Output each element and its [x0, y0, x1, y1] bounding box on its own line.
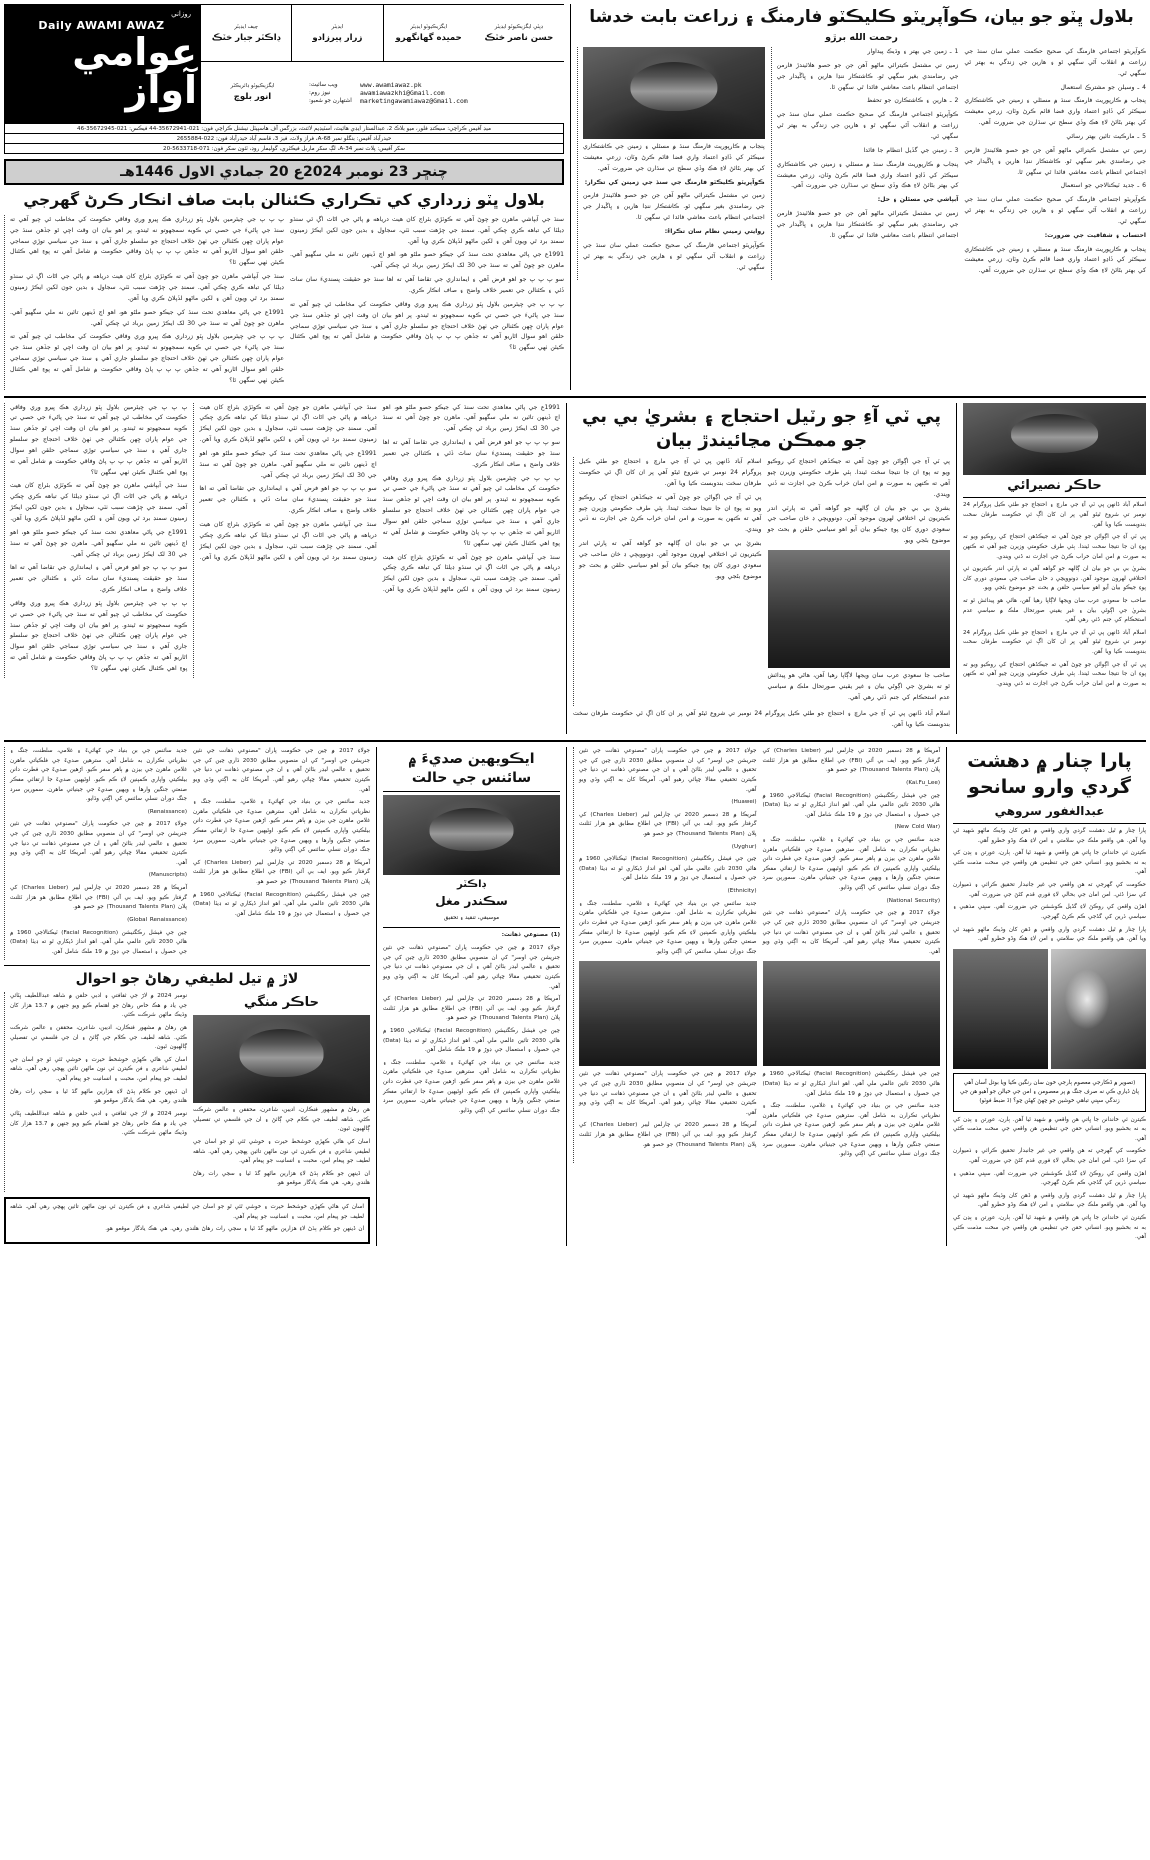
paragraph: پنجاب ۾ ڪارپوريٽ فارمنگ سنڌ ۾ مسئلي ۽ زمينن جي ڪاشتڪاري سيڪٽر کي ڏاڍو اعتماد واري فضا قائم ڪرڻ وٽان، زرعي معيشت کي بهتر بڻائڻ لاءِ هڪ وڏي سطح تي سڌارن جي ضرورت آهي. — [776, 160, 959, 190]
paragraph: جولاءِ 2017 ۾ چين جي حڪومت پاران "مصنوعي ذهانت جي نئين جنريشن جي اوسر" کي ان منصوبي مطابق 2030 ڌاري چين کي جي تحقيق ۽ عالمي ليڊر بڻائڻ آهي ۽ ان جي مصنوعي ذهانت تي دنيا جي ڪيترن تحقيقي مقالا ڇپائي رهيو آهي. آمريڪا کان به اڳتي وڌي ويو آهي. — [762, 910, 940, 955]
term: (Global Renaissance) — [127, 916, 187, 923]
lead-headline: بلاول ڀٽو زرداري کي تڪراري ڪئنالن بابت صاف انڪار ڪرڻ گهرجي — [23, 191, 545, 209]
portrait-hakir-mangi — [193, 1015, 370, 1103]
author-profile-column — [956, 403, 1146, 735]
top-left-article-region — [570, 4, 1146, 390]
paragraph: پ پ پ جي چيئرمين بلاول ڀٽو زرداري هڪ ڀيرو وري وفاقي حڪومت کي مخاطب ٿي چيو آهي ته سنڌ جي پاڻيءَ جي حصي تي ڪوبه سمجهوتو نه ٿيندو. پر اهو بيان ان وقت اچي ٿو جڏهن سنڌ جي عوام پاران ڇهن ڪئنالن جي ٺهڻ خلاف احتجاج جو سلسلو جاري آهي ۽ سنڌ جي سياسي توڙي سماجي حلقن اهو سوال اٿاريو آهي ته جڏهن پ پ پ پاڻ وفاقي حڪومت ۾ شامل آهي ته پوءِ اهي ڪئنال ڪيئن ٺهي سگهن ٿا؟ — [10, 403, 188, 476]
staff-name: ڊاڪٽر جبار خٽڪ — [211, 32, 281, 43]
paragraph: صاحب جا سعودي عرب سان ويجها لاڳاپا رهيا آهن، هاڻي هو پيدائش ٿو ته بشريٰ جي اڳوڻي بيان ۽ غير يقيني صورتحال ملڪ ۾ سياسي عدم استحڪام کي جنم ڏئي رهي آهي. — [767, 671, 950, 701]
pti-col-1 — [573, 457, 762, 706]
paragraph: زمين تي مشتمل ڪيترائي ماڻهو آهن جن جو حصو هلائيندڙ فارمن جي رضامندي بغير سگهي ٿو. ڪاشتڪار ننڍا هارين ۽ ڀاڱيدار جي اجتماعي انتظام باعث معاشي فائدا ٿي سگهن ٿا. — [964, 146, 1147, 176]
paragraph: جولاءِ 2017 ۾ چين جي حڪومت پاران "مصنوعي ذهانت جي نئين جنريشن جي اوسر" کي ان منصوبي مطابق 2030 ڌاري چين کي جي تحقيق ۽ عالمي ليڊر بڻائڻ آهي ۽ ان جي مصنوعي ذهانت تي دنيا جي ڪيترن تحقيقي مقالا ڇپائي رهيو آهي. آمريڪا کان به اڳتي وڌي ويو آهي. — [579, 748, 757, 793]
sub-head: احتساب ۽ شفافيت جي ضرورت: — [1044, 231, 1147, 239]
paragraph: اهڙن واقعن کي روڪڻ لاءِ گڏيل ڪوششن جي ضرورت آهي. سڀني مذهبي ۽ سياسي ڌرين کي گڏجي ڪم ڪرڻ گهرجي. — [953, 1170, 1146, 1187]
paragraph: جولاءِ 2017 ۾ چين جي حڪومت پاران "مصنوعي ذهانت جي نئين جنريشن جي اوسر" کي ان منصوبي مطابق 2030 ڌاري چين کي جي تحقيق ۽ عالمي ليڊر بڻائڻ آهي ۽ ان جي مصنوعي ذهانت تي دنيا جي ڪيترن تحقيقي مقالا ڇپائي رهيو آهي. آمريڪا کان به اڳتي وڌي ويو آهي. — [579, 1071, 757, 1116]
parachinar-headline: پارا چنار ۾ دهشت گردي وارو سانحو — [967, 750, 1132, 798]
paragraph: آمريڪا ۾ 28 ڊسمبر 2020 تي چارلس ليبر (Charles Lieber) کي گرفتار ڪيو ويو. ايف بي آئي (FBI) جي اطلاع مطابق هو هزار ٽئلنٽ پلان (Thousand Talents Plan) جو حصو هو. — [193, 859, 371, 886]
paragraph: جديد سائنس جي بن بنياد جي کهائيءَ ۽ غلامي، سلطنت، جنگ ۽ نظرياتي تڪرارن به شامل آهن. سترهين صديءَ جي فلڪياتي ماهرن غلامن ماهرن جي بيزن ۾ ٻاهر سفر ڪيو. اڙهين صديءَ جي فطرت دانن بيلڪيتي واپاري ڪمپنين لاءِ ڪم ڪيو. اوڻيهين صديءَ جا ارتقائي مفڪر صنعتي جنگين وارها ۽ ويهين صديءَ جي جينياتي ماهرن. سمورين سرد جنگ دوران نسلي سائنس کي اڳتي وڌايو. — [762, 837, 940, 892]
right-bottom-region — [4, 747, 376, 1246]
photo-caption: (تصوير ۾ ڏڪارجي معصوم ٻارجي خون سان رنگين ڪيا ويا بوتل آسان آهي پاڻ ڏياري ڪي نه صرف جنگ ۾ پر معصومن ۽ امن جي خيالن جو آهيو هن جي زندگي سڀني تباهي خوشين جو ڇهڻ کهڻن ڇو؟ (ڏ ضبط فوٽو) — [960, 1079, 1139, 1104]
term: (National Security) — [886, 897, 940, 904]
author-name: حاڪر نصيرائي — [1007, 477, 1102, 493]
paragraph: ڪيترن ئي خاندانن جا ڀاتي هن واقعي ۾ شهيد ٿيا آهن. ٻارن، عورتن ۽ ٻڍن کي به نه بخشيو ويو. انساني حقن جي تنظيمن هن واقعي جي سخت مذمت ڪئي آهي. — [953, 850, 1146, 876]
paragraph: زمين تي مشتمل ڪيترائي ماڻهو آهن جن جو حصو هلائيندڙ فارمن جي رضامندي بغير سگهي ٿو. ڪاشتڪار ننڍا هارين ۽ ڀاڱيدار جي اجتماعي انتظام باعث معاشي فائدا ٿي سگهن ٿا. — [583, 192, 765, 222]
paragraph: پ پ پ جي چيئرمين بلاول ڀٽو زرداري هڪ ڀيرو وري وفاقي حڪومت کي مخاطب ٿي چيو آهي ته سنڌ جي پاڻيءَ جي حصي تي ڪوبه سمجهوتو نه ٿيندو. پر اهو بيان ان وقت اچي ٿو جڏهن سنڌ جي عوام پاران ڇهن ڪئنالن جي ٺهڻ خلاف احتجاج جو سلسلو جاري آهي ۽ سنڌ جي سياسي توڙي سماجي حلقن اهو سوال اٿاريو آهي ته جڏهن پ پ پ پاڻ وفاقي حڪومت ۾ شامل آهي ته پوءِ اهي ڪئنال ڪيئن ٺهي سگهن ٿا؟ — [10, 333, 284, 384]
parachinar-author: عبدالغفور سروهي — [994, 804, 1105, 819]
bottles-photo — [953, 949, 1048, 1069]
contact-website[interactable] — [309, 81, 559, 89]
paragraph: اسان کي هاڻي ڪهڙي خوشخط حيرت ۽ خوشي ٿئي ٿو جو اسان جي لطيفي شاعري ۽ فن ڪيترن ئي نون ماڻهن تائين پهچي رهي آهي. شاهه لطيف جو پيغام امن، محبت ۽ انسانيت جو پيغام آهي. — [10, 1056, 187, 1083]
staff-editor — [291, 5, 382, 61]
staff-masthead-box — [199, 4, 564, 124]
paragraph: ڪيترن ئي خاندانن جا ڀاتي هن واقعي ۾ شهيد ٿيا آهن. ٻارن، عورتن ۽ ٻڍن کي به نه بخشيو ويو. انساني حقن جي تنظيمن هن واقعي جي سخت مذمت ڪئي آهي. — [953, 1116, 1146, 1142]
term: (New Cold War) — [894, 824, 940, 831]
right-bottom-col-1 — [4, 747, 187, 960]
paragraph: آمريڪا ۾ 28 ڊسمبر 2020 تي چارلس ليبر (Charles Lieber) کي گرفتار ڪيو ويو. ايف بي آئي (FBI) جي اطلاع مطابق هو هزار ٽئلنٽ پلان (Thousand Talents Plan) جو حصو هو. — [10, 885, 188, 911]
contact-label: اشتهارن جو شعبو: — [309, 97, 352, 104]
paragraph: چين جي فيشل رڪگنيشن (Facial Recognition) ٽيڪنالاجي 1960 ۾ هاڻي 2030 تائين عالمي ملي آهي. اهو انداز ڏيکاري ٿو ته ڊيٽا (Data) جي حصول ۽ استعمال جي ڊوڙ ۾ 19 ملڪ شامل آهن. — [762, 1071, 940, 1097]
china-col-2 — [763, 747, 941, 1163]
logo-sindhi-text: عوامي آواز — [72, 30, 197, 112]
paragraph: چين جي فيشل رڪگنيشن (Facial Recognition) ٽيڪنالاجي 1960 ۾ هاڻي 2030 تائين عالمي ملي آهي. اهو انداز ڏيکاري ٿو ته ڊيٽا (Data) جي حصول ۽ استعمال جي ڊوڙ ۾ 19 ملڪ شامل آهن. — [579, 856, 757, 882]
staff-name: حميده گهانگهرو — [395, 32, 462, 43]
term: (Manuscripts) — [148, 872, 187, 879]
paragraph: جولاءِ 2017 ۾ چين جي حڪومت پاران "مصنوعي ذهانت جي نئين جنريشن جي اوسر" کي ان منصوبي مطابق 2030 ڌاري چين کي جي تحقيق ۽ عالمي ليڊر بڻائڻ آهي ۽ ان جي مصنوعي ذهانت تي دنيا جي ڪيترن تحقيقي مقالا ڇپائي رهيو آهي. آمريڪا کان به اڳتي وڌي ويو آهي. — [383, 945, 560, 990]
scene-photo-2 — [763, 961, 941, 1066]
paragraph: پي ٽي آءِ جي اڳواڻن جو چوڻ آهي ته جيڪڏهن احتجاج کي روڪيو ويو ته پوءِ ان جا نتيجا سخت ٿيندا. ٻئي طرف حڪومتي وزيرن چيو آهي ته ڪنهن به صورت ۾ امن امان خراب ڪرڻ جي اجازت نه ڏني ويندي. — [579, 493, 762, 534]
right-bottom-col-2 — [193, 747, 370, 960]
top-left-byline: رحمت الله برڙو — [825, 32, 898, 44]
lead-col-1 — [4, 215, 284, 390]
contact-label: ويب سائيٽ: — [309, 81, 338, 88]
paragraph: چين جي فيشل رڪگنيشن (Facial Recognition) ٽيڪنالاجي 1960 ۾ هاڻي 2030 تائين عالمي ملي آهي. اهو انداز ڏيکاري ٿو ته ڊيٽا (Data) جي حصول ۽ استعمال جي ڊوڙ ۾ 19 ملڪ شامل آهن. — [193, 891, 370, 917]
paragraph: حڪومت کي گهرجي ته هن واقعي جي غير جانبدار تحقيق ڪرائي ۽ ذميوارن کي سزا ڏئي. امن امان جي بحالي لاءِ فوري قدم کڻڻ جي ضرورت آهي. — [953, 1148, 1146, 1164]
ai-author-line: موسيقي، تنقيد ۽ تحقيق — [443, 914, 500, 921]
portrait-bilawal-photo — [583, 47, 765, 139]
paragraph: پ پ پ جي چيئرمين بلاول ڀٽو زرداري هڪ ڀيرو وري وفاقي حڪومت کي مخاطب ٿي چيو آهي ته سنڌ جي پاڻيءَ جي حصي تي ڪوبه سمجهوتو نه ٿيندو. پر اهو بيان ان وقت اچي ٿو جڏهن سنڌ جي عوام پاران ڇهن ڪئنالن جي ٺهڻ خلاف احتجاج جو سلسلو جاري آهي ۽ سنڌ جي سياسي توڙي سماجي حلقن اهو سوال اٿاريو آهي ته جڏهن پ پ پ پاڻ وفاقي حڪومت ۾ شامل آهي ته پوءِ اهي ڪئنال ڪيئن ٺهي سگهن ٿا؟ — [10, 215, 284, 267]
paragraph: بشريٰ بي بي جو بيان ان ڳالهه جو گواهه آهي ته پارٽي اندر ڪيتريون ئي اختلافي لهرون موجود آهن. ڊونوويچي ڊ خان صاحب جي سعودي دوري کان پوءِ جيڪو بيان آيو اهو سياسي حلقن ۾ بحث جو موضوع بڻجي ويو. — [579, 540, 762, 580]
paragraph: ڪوآپريٽو اجتماعي فارمنگ کي صحيح حڪمت عملي سان سنڌ جي زراعت ۾ انقلاب آڻي سگهي ٿو ۽ هارين جي زندگي به بهتر ٿي سگهي ٿي. — [776, 111, 959, 140]
paragraph: اسان کي هاڻي ڪهڙي خوشخط حيرت ۽ خوشي ٿئي ٿو جو اسان جي لطيفي شاعري ۽ فن ڪيترن ئي نون ماڻهن تائين پهچي رهي آهي. شاهه لطيف جو پيغام امن، محبت ۽ انسانيت جو پيغام آهي. — [10, 1203, 364, 1220]
paragraph: آمريڪا ۾ 28 ڊسمبر 2020 تي چارلس ليبر (Charles Lieber) کي گرفتار ڪيو ويو. ايف بي آئي (FBI) جي اطلاع مطابق هو هزار ٽئلنٽ پلان (Thousand Talents Plan) جو حصو هو. — [762, 748, 941, 774]
paragraph: سنڌ جي آبپاشي ماهرن جو چوڻ آهي ته ڪوٽڙي بئراج کان هيٺ درياهه ۾ پاڻي جي اڻاٺ اڳ ئي سنڌو ڊيلٽا کي تباهه ڪري چڪي آهي. سمنڊ جي چڙهت سبب ٺٽي، سجاول ۽ بدين جون لکين ايڪڙ زمينون سمنڊ برد ٿي ويون آهن ۽ لکين ماڻهو لڏپلاڻ ڪري ويا آهن. — [290, 215, 564, 245]
paragraph: سنڌ جي آبپاشي ماهرن جو چوڻ آهي ته ڪوٽڙي بئراج کان هيٺ درياهه ۾ پاڻي جي اڻاٺ اڳ ئي سنڌو ڊيلٽا کي تباهه ڪري چڪي آهي. سمنڊ جي چڙهت سبب ٺٽي، سجاول ۽ بدين جون لکين ايڪڙ زمينون سمنڊ برد ٿي ويون آهن ۽ لکين ماڻهو لڏپلاڻ ڪري ويا آهن. — [10, 482, 188, 523]
crowd-scene-photo — [579, 961, 757, 1066]
lead-cont-col-2 — [193, 403, 376, 678]
top-left-col-2 — [771, 47, 959, 280]
sub-point: 4 ـ وسيلن جو مشترڪ استعمال — [1060, 83, 1147, 91]
section-divider-2 — [4, 740, 1146, 742]
parachinar-region — [946, 747, 1146, 1246]
paragraph: سو پ پ پ جو اهو فرض آهي ۽ ايمانداري جي تقاضا آهي ته اها سنڌ جو حقيقت پسنديءَ سان ساٿ ڏئي ۽ ڪئنالن جي تعمير خلاف واضح ۽ صاف انڪار ڪري. — [199, 485, 377, 515]
lead-continuation-region — [4, 403, 566, 735]
press-conference-photo — [768, 550, 951, 668]
paragraph: اسلام آباد ڏانهن پي ٽي آءِ جي مارچ ۽ احتجاج جو طئي ڪيل پروگرام 24 نومبر تي شروع ٿيڻو آهي پر ان کان اڳ ئي حڪومت طرفان سخت بندوبست ڪيا ويا آهن. — [573, 710, 950, 729]
staff-name: انور بلوچ — [233, 92, 272, 102]
sub-point: 6 ـ جديد ٽيڪنالاجي جو استعمال — [1060, 182, 1147, 190]
paragraph: جديد سائنس جي بن بنياد جي کهائيءَ ۽ غلامي، سلطنت، جنگ ۽ نظرياتي تڪرارن به شامل آهن. سترهين صديءَ جي فلڪياتي ماهرن غلامن ماهرن جي بيزن ۾ ٻاهر سفر ڪيو. اڙهين صديءَ جي فطرت دانن بيلڪيتي واپاري ڪمپنين لاءِ ڪم ڪيو. اوڻيهين صديءَ جا ارتقائي مفڪر صنعتي جنگين وارها ۽ ويهين صديءَ جي جينياتي ماهرن. سمورين سرد جنگ دوران نسلي سائنس کي اڳتي وڌايو. — [762, 1103, 940, 1158]
paragraph: چين جي فيشل رڪگنيشن (Facial Recognition) ٽيڪنالاجي 1960 ۾ هاڻي 2030 تائين عالمي ملي آهي. اهو انداز ڏيکاري ٿو ته ڊيٽا (Data) جي حصول ۽ استعمال جي ڊوڙ ۾ 19 ملڪ شامل آهن. — [383, 1027, 560, 1054]
paragraph: ڪوآپريٽو اجتماعي فارمنگ کي صحيح حڪمت عملي سان سنڌ جي زراعت ۾ انقلاب آڻي سگهي ٿو ۽ هارين جي زندگي به بهتر ٿي سگهي ٿي. — [964, 48, 1147, 77]
staff-name: زرار پيرزادو — [312, 32, 363, 43]
paragraph: اهڙن واقعن کي روڪڻ لاءِ گڏيل ڪوششن جي ضرورت آهي. سڀني مذهبي ۽ سياسي ڌرين کي گڏجي ڪم ڪرڻ گهرجي. — [953, 904, 1146, 920]
paragraph: 1991ع جي پاڻي معاهدي تحت سنڌ کي جيڪو حصو ملڻو هو، اهو اڄ ڏينهن تائين نه ملي سگهيو آهي. ماهرن جو چوڻ آهي ته سنڌ جي 30 لک ايڪڙ زمين برباد ٿي چڪي آهي. — [199, 449, 377, 479]
section-divider-1 — [4, 396, 1146, 398]
term: (Huawei) — [731, 799, 757, 806]
paragraph: جولاءِ 2017 ۾ چين جي حڪومت پاران "مصنوعي ذهانت جي نئين جنريشن جي اوسر" کي ان منصوبي مطابق 2030 ڌاري چين کي جي تحقيق ۽ عالمي ليڊر بڻائڻ آهي ۽ ان جي مصنوعي ذهانت تي دنيا جي ڪيترن تحقيقي مقالا ڇپائي رهيو آهي. آمريڪا کان به اڳتي وڌي ويو آهي. — [10, 821, 187, 866]
paragraph: صاحب جا سعودي عرب سان ويجها لاڳاپا رهيا آهن، هاڻي هو پيدائش ٿو ته بشريٰ جي اڳوڻي بيان ۽ غير يقيني صورتحال ملڪ ۾ سياسي عدم استحڪام کي جنم ڏئي رهي آهي. — [963, 597, 1146, 624]
masthead-region — [4, 4, 570, 390]
sub-point: 2 ـ هارين ۽ ڪاشتڪارن جو تحفظ — [867, 97, 959, 105]
staff-role: ڊپٽي ايگزيڪيوٽو ايڊيٽر — [494, 23, 544, 30]
sub-head: روايتي زميني نظام سان تڪراءُ: — [664, 228, 765, 235]
staff-row-editors — [200, 5, 564, 61]
office-karachi: ميڊ آفيس ڪراچي: سيڪنڊ فلور، ميو بلاڪ 2، عبدالستار ايڊي هائيٽ، اسٽيڊيم لائنٽ، بزرگس آف هاسپيٽل نيشنل ڪراچي فون: 021-35672941-44 فيڪس: 021-35672945-46 — [5, 124, 563, 134]
sub-head: ڪوآپريٽو ڪليڪٽو فارمنگ جي سنڌ جي زمينن کي تڪرار: — [584, 178, 765, 186]
latif-col-2 — [193, 992, 370, 1192]
staff-role: ايگزيڪيوٽو ايڊيٽر — [410, 23, 448, 30]
staff-deputy-executive-editor — [474, 5, 564, 61]
paragraph: حڪومت کي گهرجي ته هن واقعي جي غير جانبدار تحقيق ڪرائي ۽ ذميوارن کي سزا ڏئي. امن امان جي بحالي لاءِ فوري قدم کڻڻ جي ضرورت آهي. — [953, 882, 1146, 898]
paragraph: سنڌ جي آبپاشي ماهرن جو چوڻ آهي ته ڪوٽڙي بئراج کان هيٺ درياهه ۾ پاڻي جي اڻاٺ اڳ ئي سنڌو ڊيلٽا کي تباهه ڪري چڪي آهي. سمنڊ جي چڙهت سبب ٺٽي، سجاول ۽ بدين جون لکين ايڪڙ زمينون سمنڊ برد ٿي ويون آهن ۽ لکين ماڻهو لڏپلاڻ ڪري ويا آهن. — [382, 553, 560, 594]
contact-value: www.awamiawaz.pk — [360, 80, 422, 89]
term: (Ethnicity) — [727, 888, 757, 895]
office-sukkur: سکر آفيس: پلاٽ نمبر 34-A، لڳ سکر ماربل فيڪٽري، گوليمار روڊ، ٽئون سکر فون: 071-5633718-20 — [163, 145, 405, 152]
sub-point: 5 ـ مارڪيٽ تائين بهتر رسائي — [1066, 133, 1147, 140]
paragraph: آمريڪا ۾ 28 ڊسمبر 2020 تي چارلس ليبر (Charles Lieber) کي گرفتار ڪيو ويو. ايف بي آئي (FBI) جي اطلاع مطابق هو هزار ٽئلنٽ پلان (Thousand Talents Plan) جو حصو هو. — [383, 996, 561, 1022]
ai-author-title: ڊاڪٽر — [457, 878, 486, 890]
latif-col-1 — [4, 992, 187, 1192]
paragraph: پارا چنار ۾ ٿيل دهشت گردي واري واقعي ۾ ڏهن کان وڌيڪ ماڻهو شهيد ٿي ويا آهن. هي واقعو ملڪ جي سلامتي ۽ امن لاءِ هڪ وڏو خطرو آهي. — [953, 1192, 1146, 1209]
paragraph: زمين تي مشتمل ڪيترائي ماڻهو آهن جن جو حصو هلائيندڙ فارمن جي رضامندي بغير سگهي ٿو. ڪاشتڪار ننڍا هارين ۽ ڀاڱيدار جي اجتماعي انتظام باعث معاشي فائدا ٿي سگهن ٿا. — [776, 210, 959, 239]
paragraph: پ پ پ جي چيئرمين بلاول ڀٽو زرداري هڪ ڀيرو وري وفاقي حڪومت کي مخاطب ٿي چيو آهي ته سنڌ جي پاڻيءَ جي حصي تي ڪوبه سمجهوتو نه ٿيندو. پر اهو بيان ان وقت اچي ٿو جڏهن سنڌ جي عوام پاران ڇهن ڪئنالن جي ٺهڻ خلاف احتجاج جو سلسلو جاري آهي ۽ سنڌ جي سياسي توڙي سماجي حلقن اهو سوال اٿاريو آهي ته جڏهن پ پ پ پاڻ وفاقي حڪومت ۾ شامل آهي ته پوءِ اهي ڪئنال ڪيئن ٺهي سگهن ٿا؟ — [10, 599, 188, 672]
paragraph: ان ڏينهن جو ڪلام ٻڌڻ لاءِ هزارين ماڻهو گڏ ٿيا ۽ سڄي رات رهاڻ هلندي رهي. هي هڪ يادگار موقعو هو. — [105, 1226, 364, 1233]
ai-author-name: سڪندر مغل — [435, 893, 508, 908]
contact-value: marketingawamiawaz@Gmail.com — [360, 96, 468, 105]
term: (Kai.Fu_Lee) — [906, 779, 940, 786]
top-left-headline: بلاول ڀٽو جو بيان، ڪوآپريٽو ڪليڪٽو فارمنگ ۽ زراعت بابت خدشا — [589, 7, 1134, 27]
paragraph: پارا چنار ۾ ٿيل دهشت گردي واري واقعي ۾ ڏهن کان وڌيڪ ماڻهو شهيد ٿي ويا آهن. هي واقعو ملڪ جي سلامتي ۽ امن لاءِ هڪ وڏو خطرو آهي. — [953, 926, 1146, 943]
contact-marketing[interactable] — [309, 97, 559, 105]
paragraph: پي ٽي آءِ جي اڳواڻن جو چوڻ آهي ته جيڪڏهن احتجاج کي روڪيو ويو ته پوءِ ان جا نتيجا سخت ٿيندا. ٻئي طرف حڪومتي وزيرن چيو آهي ته ڪنهن به صورت ۾ امن امان خراب ڪرڻ جي اجازت نه ڏني ويندي. — [963, 534, 1146, 560]
paragraph: سو پ پ پ جو اهو فرض آهي ۽ ايمانداري جي تقاضا آهي ته اها سنڌ جو حقيقت پسنديءَ سان ساٿ ڏئي ۽ ڪئنالن جي تعمير خلاف واضح ۽ صاف انڪار ڪري. — [290, 276, 564, 294]
paragraph: پارا چنار ۾ ٿيل دهشت گردي واري واقعي ۾ ڏهن کان وڌيڪ ماڻهو شهيد ٿي ويا آهن. هي واقعو ملڪ جي سلامتي ۽ امن لاءِ هڪ وڏو خطرو آهي. — [953, 828, 1146, 844]
paragraph: پنجاب ۾ ڪارپوريٽ فارمنگ سنڌ ۾ مسئلي ۽ زمينن جي ڪاشتڪاري سيڪٽر کي ڏاڍو اعتماد واري فضا قائم ڪرڻ وٽان، زرعي معيشت کي بهتر بڻائڻ لاءِ هڪ وڏي سطح تي سڌارن جي ضرورت آهي. — [964, 245, 1147, 275]
bottom-band — [4, 747, 1146, 1246]
portrait-photo-journalist — [963, 403, 1146, 475]
ai-article-region — [376, 747, 566, 1246]
paragraph: سنڌ جي آبپاشي ماهرن جو چوڻ آهي ته ڪوٽڙي بئراج کان هيٺ درياهه ۾ پاڻي جي اڻاٺ اڳ ئي سنڌو ڊيلٽا کي تباهه ڪري چڪي آهي. سمنڊ جي چڙهت سبب ٺٽي، سجاول ۽ بدين جون لکين ايڪڙ زمينون سمنڊ برد ٿي ويون آهن ۽ لکين ماڻهو لڏپلاڻ ڪري ويا آهن. — [10, 273, 284, 302]
paragraph: 1991ع جي پاڻي معاهدي تحت سنڌ کي جيڪو حصو ملڻو هو، اهو اڄ ڏينهن تائين نه ملي سگهيو آهي. ماهرن جو چوڻ آهي ته سنڌ جي 30 لک ايڪڙ زمين برباد ٿي چڪي آهي. — [290, 251, 564, 270]
office-addresses — [4, 124, 564, 154]
contact-block — [304, 62, 564, 123]
china-tech-region — [566, 747, 946, 1246]
paragraph: آمريڪا ۾ 28 ڊسمبر 2020 تي چارلس ليبر (Charles Lieber) کي گرفتار ڪيو ويو. ايف بي آئي (FBI) جي اطلاع مطابق هو هزار ٽئلنٽ پلان (Thousand Talents Plan) جو حصو هو. — [579, 1122, 757, 1148]
staff-row-contacts — [200, 61, 564, 123]
paragraph: 1991ع جي پاڻي معاهدي تحت سنڌ کي جيڪو حصو ملڻو هو، اهو اڄ ڏينهن تائين نه ملي سگهيو آهي. ماهرن جو چوڻ آهي ته سنڌ جي 30 لک ايڪڙ زمين برباد ٿي چڪي آهي. — [382, 403, 560, 433]
paragraph: ان ڏينهن جو ڪلام ٻڌڻ لاءِ هزارين ماڻهو گڏ ٿيا ۽ سڄي رات رهاڻ هلندي رهي. هي هڪ يادگار موقعو هو. — [10, 1088, 187, 1105]
paragraph: چين جي فيشل رڪگنيشن (Facial Recognition) ٽيڪنالاجي 1960 ۾ هاڻي 2030 تائين عالمي ملي آهي. اهو انداز ڏيکاري ٿو ته ڊيٽا (Data) جي حصول ۽ استعمال جي ڊوڙ ۾ 19 ملڪ شامل آهن. — [10, 929, 187, 955]
paragraph: پ پ پ جي چيئرمين بلاول ڀٽو زرداري هڪ ڀيرو وري وفاقي حڪومت کي مخاطب ٿي چيو آهي ته سنڌ جي پاڻيءَ جي حصي تي ڪوبه سمجهوتو نه ٿيندو. پر اهو بيان ان وقت اچي ٿو جڏهن سنڌ جي عوام پاران ڇهن ڪئنالن جي ٺهڻ خلاف احتجاج جو سلسلو جاري آهي ۽ سنڌ جي سياسي توڙي سماجي حلقن اهو سوال اٿاريو آهي ته جڏهن پ پ پ پاڻ وفاقي حڪومت ۾ شامل آهي ته پوءِ اهي ڪئنال ڪيئن ٺهي سگهن ٿا؟ — [382, 474, 560, 547]
paragraph: اسان کي هاڻي ڪهڙي خوشخط حيرت ۽ خوشي ٿئي ٿو جو اسان جي لطيفي شاعري ۽ فن ڪيترن ئي نون ماڻهن تائين پهچي رهي آهي. شاهه لطيف جو پيغام امن، محبت ۽ انسانيت جو پيغام آهي. — [193, 1138, 370, 1165]
newspaper-logo[interactable] — [4, 4, 199, 124]
paragraph: پنجاب ۾ ڪارپوريٽ فارمنگ سنڌ ۾ مسئلي ۽ زمينن جي ڪاشتڪاري سيڪٽر کي ڏاڍو اعتماد واري فضا قائم ڪرڻ وٽان، زرعي معيشت کي بهتر بڻائڻ لاءِ هڪ وڏي سطح تي سڌارن جي ضرورت آهي. — [964, 97, 1147, 127]
top-left-col-3 — [964, 47, 1146, 280]
logo-english-text: Daily AWAMI AWAZ — [38, 19, 165, 32]
paragraph: سو پ پ پ جو اهو فرض آهي ۽ ايمانداري جي تقاضا آهي ته اها سنڌ جو حقيقت پسنديءَ سان ساٿ ڏئي ۽ ڪئنالن جي تعمير خلاف واضح ۽ صاف انڪار ڪري. — [10, 564, 188, 594]
staff-role: ايگزيڪيوٽو ڊائريڪٽر — [230, 83, 275, 89]
pti-article-region — [566, 403, 956, 735]
lead-cont-col-1 — [4, 403, 187, 678]
china-col-1 — [573, 747, 757, 1163]
paragraph: جديد سائنس جي بن بنياد جي کهائيءَ ۽ غلامي، سلطنت، جنگ ۽ نظرياتي تڪرارن به شامل آهن. سترهين صديءَ جي فلڪياتي ماهرن غلامن ماهرن جي بيزن ۾ ٻاهر سفر ڪيو. اڙهين صديءَ جي فطرت دانن بيلڪيتي واپاري ڪمپنين لاءِ ڪم ڪيو. اوڻيهين صديءَ جا ارتقائي مفڪر صنعتي جنگين وارها ۽ ويهين صديءَ جي جينياتي ماهرن. سمورين سرد جنگ دوران نسلي سائنس کي اڳتي وڌايو. — [10, 748, 187, 803]
paragraph: ڪوآپريٽو اجتماعي فارمنگ کي صحيح حڪمت عملي سان سنڌ جي زراعت ۾ انقلاب آڻي سگهي ٿو ۽ هارين جي زندگي به بهتر ٿي سگهي ٿي. — [964, 196, 1147, 225]
paragraph: اسلام آباد ڏانهن پي ٽي آءِ جي مارچ ۽ احتجاج جو طئي ڪيل پروگرام 24 نومبر تي شروع ٿيڻو آهي پر ان کان اڳ ئي حڪومت طرفان سخت بندوبست ڪيا ويا آهن. — [579, 458, 762, 487]
paragraph: زمين تي مشتمل ڪيترائي ماڻهو آهن جن جو حصو هلائيندڙ فارمن جي رضامندي بغير سگهي ٿو. ڪاشتڪار ننڍا هارين ۽ ڀاڱيدار جي اجتماعي انتظام باعث معاشي فائدا ٿي سگهن ٿا. — [776, 61, 959, 91]
paragraph: نومبر 2024 ۾ لاڙ جي ثقافتي ۽ ادبي حلقن ۾ شاهه عبداللطيف ڀٽائي جي ياد ۾ هڪ خاص رهاڻ جو اهتمام ڪيو ويو جنهن ۾ 13.7 هزار کان وڌيڪ ماڻهن شرڪت ڪئي. — [10, 993, 188, 1019]
paragraph: اسلام آباد ڏانهن پي ٽي آءِ جي مارچ ۽ احتجاج جو طئي ڪيل پروگرام 24 نومبر تي شروع ٿيڻو آهي پر ان کان اڳ ئي حڪومت طرفان سخت بندوبست ڪيا ويا آهن. — [963, 502, 1146, 528]
paragraph: اسلام آباد ڏانهن پي ٽي آءِ جي مارچ ۽ احتجاج جو طئي ڪيل پروگرام 24 نومبر تي شروع ٿيڻو آهي پر ان کان اڳ ئي حڪومت طرفان سخت بندوبست ڪيا ويا آهن. — [963, 629, 1146, 655]
paragraph: بشريٰ بي بي جو بيان ان ڳالهه جو گواهه آهي ته پارٽي اندر ڪيتريون ئي اختلافي لهرون موجود آهن. ڊونوويچي ڊ خان صاحب جي سعودي دوري کان پوءِ جيڪو بيان آيو اهو سياسي حلقن ۾ بحث جو موضوع بڻجي ويو. — [963, 566, 1146, 592]
latif-author-name: حاڪر منگي — [244, 995, 319, 1011]
lead-cont-col-3 — [383, 403, 560, 678]
lead-col-2 — [290, 215, 564, 390]
term: (Renaissance) — [147, 808, 187, 815]
paragraph: جديد سائنس جي بن بنياد جي کهائيءَ ۽ غلامي، سلطنت، جنگ ۽ نظرياتي تڪرارن به شامل آهن. سترهين صديءَ جي فلڪياتي ماهرن غلامن ماهرن جي بيزن ۾ ٻاهر سفر ڪيو. اڙهين صديءَ جي فطرت دانن بيلڪيتي واپاري ڪمپنين لاءِ ڪم ڪيو. اوڻيهين صديءَ جا ارتقائي مفڪر صنعتي جنگين وارها ۽ ويهين صديءَ جي جينياتي ماهرن. سمورين سرد جنگ دوران نسلي سائنس کي اڳتي وڌايو. — [383, 1059, 560, 1114]
paragraph: هن رهاڻ ۾ مشهور فنڪارن، اديبن، شاعرن، محققن ۽ عالمن شرڪت ڪئي. شاهه لطيف جي ڪلام جي ڳائڻ ۽ ان جي فلسفي تي تفصيلي ڳالهيون ٿيون. — [193, 1107, 370, 1133]
paragraph: جديد سائنس جي بن بنياد جي کهائيءَ ۽ غلامي، سلطنت، جنگ ۽ نظرياتي تڪرارن به شامل آهن. سترهين صديءَ جي فلڪياتي ماهرن غلامن ماهرن جي بيزن ۾ ٻاهر سفر ڪيو. اڙهين صديءَ جي فطرت دانن بيلڪيتي واپاري ڪمپنين لاءِ ڪم ڪيو. اوڻيهين صديءَ جا ارتقائي مفڪر صنعتي جنگين وارها ۽ ويهين صديءَ جي جينياتي ماهرن. سمورين سرد جنگ دوران نسلي سائنس کي اڳتي وڌايو. — [193, 799, 370, 854]
paragraph: هن رهاڻ ۾ مشهور فنڪارن، اديبن، شاعرن، محققن ۽ عالمن شرڪت ڪئي. شاهه لطيف جي ڪلام جي ڳائڻ ۽ ان جي فلسفي تي تفصيلي ڳالهيون ٿيون. — [10, 1025, 187, 1051]
paragraph: نومبر 2024 ۾ لاڙ جي ثقافتي ۽ ادبي حلقن ۾ شاهه عبداللطيف ڀٽائي جي ياد ۾ هڪ خاص رهاڻ جو اهتمام ڪيو ويو جنهن ۾ 13.7 هزار کان وڌيڪ ماڻهن شرڪت ڪئي. — [10, 1110, 188, 1137]
staff-role: ايڊيٽر — [331, 23, 344, 30]
staff-role: چيف ايڊيٽر — [234, 23, 259, 30]
paragraph: ڪيترن ئي خاندانن جا ڀاتي هن واقعي ۾ شهيد ٿيا آهن. ٻارن، عورتن ۽ ٻڍن کي به نه بخشيو ويو. انساني حقن جي تنظيمن هن واقعي جي سخت مذمت ڪئي آهي. — [953, 1215, 1146, 1241]
contact-value: awamiawazkhi@Gmail.com — [360, 88, 445, 97]
paragraph: جديد سائنس جي بن بنياد جي کهائيءَ ۽ غلامي، سلطنت، جنگ ۽ نظرياتي تڪرارن به شامل آهن. سترهين صديءَ جي فلڪياتي ماهرن غلامن ماهرن جي بيزن ۾ ٻاهر سفر ڪيو. اڙهين صديءَ جي فطرت دانن بيلڪيتي واپاري ڪمپنين لاءِ ڪم ڪيو. اوڻيهين صديءَ جا ارتقائي مفڪر صنعتي جنگين وارها ۽ ويهين صديءَ جي جينياتي ماهرن. سمورين سرد جنگ دوران نسلي سائنس کي اڳتي وڌايو. — [579, 900, 757, 955]
top-left-col-1 — [577, 47, 765, 280]
paragraph: سنڌ جي آبپاشي ماهرن جو چوڻ آهي ته ڪوٽڙي بئراج کان هيٺ درياهه ۾ پاڻي جي اڻاٺ اڳ ئي سنڌو ڊيلٽا کي تباهه ڪري چڪي آهي. سمنڊ جي چڙهت سبب ٺٽي، سجاول ۽ بدين جون لکين ايڪڙ زمينون سمنڊ برد ٿي ويون آهن ۽ لکين ماڻهو لڏپلاڻ ڪري ويا آهن. — [199, 403, 377, 444]
paragraph: آمريڪا ۾ 28 ڊسمبر 2020 تي چارلس ليبر (Charles Lieber) کي گرفتار ڪيو ويو. ايف بي آئي (FBI) جي اطلاع مطابق هو هزار ٽئلنٽ پلان (Thousand Talents Plan) جو حصو هو. — [579, 811, 757, 838]
staff-name: حسن ناصر خٽڪ — [484, 32, 554, 43]
contact-newsroom[interactable] — [309, 89, 559, 97]
middle-band — [4, 403, 1146, 735]
paragraph: پ پ پ جي چيئرمين بلاول ڀٽو زرداري هڪ ڀيرو وري وفاقي حڪومت کي مخاطب ٿي چيو آهي ته سنڌ جي پاڻيءَ جي حصي تي ڪوبه سمجهوتو نه ٿيندو. پر اهو بيان ان وقت اچي ٿو جڏهن سنڌ جي عوام پاران ڇهن ڪئنالن جي ٺهڻ خلاف احتجاج جو سلسلو جاري آهي ۽ سنڌ جي سياسي توڙي سماجي حلقن اهو سوال اٿاريو آهي ته جڏهن پ پ پ پاڻ وفاقي حڪومت ۾ شامل آهي ته پوءِ اهي ڪئنال ڪيئن ٺهي سگهن ٿا؟ — [290, 300, 564, 352]
portrait-doctor-sikandar-mughal — [383, 795, 560, 875]
ai-headline: ايڪويهين صديءَ ۾ سائنس جي حالت — [408, 751, 535, 787]
top-band — [4, 4, 1146, 390]
paragraph: پي ٽي آءِ جي اڳواڻن جو چوڻ آهي ته جيڪڏهن احتجاج کي روڪيو ويو ته پوءِ ان جا نتيجا سخت ٿيندا. ٻئي طرف حڪومتي وزيرن چيو آهي ته ڪنهن به صورت ۾ امن امان خراب ڪرڻ جي اجازت نه ڏني ويندي. — [767, 458, 950, 498]
dateline: چنڇر 23 نومبر 2024ع 20 جمادي الاول 1446هـ — [4, 159, 564, 185]
paragraph: بشريٰ بي بي جو بيان ان ڳالهه جو گواهه آهي ته پارٽي اندر ڪيتريون ئي اختلافي لهرون موجود آهن. ڊونوويچي ڊ خان صاحب جي سعودي دوري کان پوءِ جيڪو بيان آيو اهو سياسي حلقن ۾ بحث جو موضوع بڻجي ويو. — [767, 504, 950, 545]
latif-article-region — [4, 970, 370, 1243]
staff-executive-editor — [383, 5, 474, 61]
sub-head: آبپاشي جي مسئلن ۽ حل: — [877, 196, 959, 204]
sub-point: 3 ـ زمينن جي گڏيل انتظام جا فائدا — [863, 146, 959, 154]
paragraph: سنڌ جي آبپاشي ماهرن جو چوڻ آهي ته ڪوٽڙي بئراج کان هيٺ درياهه ۾ پاڻي جي اڻاٺ اڳ ئي سنڌو ڊيلٽا کي تباهه ڪري چڪي آهي. سمنڊ جي چڙهت سبب ٺٽي، سجاول ۽ بدين جون لکين ايڪڙ زمينون سمنڊ برد ٿي ويون آهن ۽ لکين ماڻهو لڏپلاڻ ڪري ويا آهن. — [199, 521, 377, 561]
logo-corner-text: روزاني — [171, 10, 191, 18]
office-hyderabad: حيدرآباد آفيس: بنگلو نمبر 68-A، فراز ولاٽ، فيز 3، قاسم آباد حيدرآباد فون: 022-2655884 — [5, 134, 563, 144]
ai-subhead: (1) مصنوعي ذهانت: — [501, 932, 560, 939]
contact-label: نيوز روم: — [309, 89, 331, 96]
paragraph: ڪوآپريٽو اجتماعي فارمنگ کي صحيح حڪمت عملي سان سنڌ جي زراعت ۾ انقلاب آڻي سگهي ٿو ۽ هارين جي زندگي به بهتر ٿي سگهي ٿي. — [583, 241, 765, 271]
baby-photo — [1051, 949, 1146, 1069]
pti-col-2 — [768, 457, 951, 706]
paragraph: ان ڏينهن جو ڪلام ٻڌڻ لاءِ هزارين ماڻهو گڏ ٿيا ۽ سڄي رات رهاڻ هلندي رهي. هي هڪ يادگار موقعو هو. — [193, 1170, 370, 1187]
pti-headline: پي ٽي آءِ جو رٽيل احتجاج ۽ بشريٰ بي بي جو ممڪن مڃائيندڙ بيان — [582, 405, 941, 451]
paragraph: پي ٽي آءِ جي اڳواڻن جو چوڻ آهي ته جيڪڏهن احتجاج کي روڪيو ويو ته پوءِ ان جا نتيجا سخت ٿيندا. ٻئي طرف حڪومتي وزيرن چيو آهي ته ڪنهن به صورت ۾ امن امان خراب ڪرڻ جي اجازت نه ڏني ويندي. — [963, 661, 1146, 687]
sub-point: 1 ـ زمين جي بهتر ۽ وڌيڪ پيداوار — [867, 48, 959, 56]
paragraph: پنجاب ۾ ڪارپوريٽ فارمنگ سنڌ ۾ مسئلي ۽ زمينن جي ڪاشتڪاري سيڪٽر کي ڏاڍو اعتماد واري فضا قائم ڪرڻ وٽان، زرعي معيشت کي بهتر بڻائڻ لاءِ هڪ وڏي سطح تي سڌارن جي ضرورت آهي. — [583, 143, 765, 172]
term: (Uyghur) — [731, 843, 757, 850]
paragraph: 1991ع جي پاڻي معاهدي تحت سنڌ کي جيڪو حصو ملڻو هو، اهو اڄ ڏينهن تائين نه ملي سگهيو آهي. ماهرن جو چوڻ آهي ته سنڌ جي 30 لک ايڪڙ زمين برباد ٿي چڪي آهي. — [10, 528, 188, 558]
paragraph: 1991ع جي پاڻي معاهدي تحت سنڌ کي جيڪو حصو ملڻو هو، اهو اڄ ڏينهن تائين نه ملي سگهيو آهي. ماهرن جو چوڻ آهي ته سنڌ جي 30 لک ايڪڙ زمين برباد ٿي چڪي آهي. — [10, 308, 284, 327]
staff-chief-editor — [200, 5, 291, 61]
paragraph: سو پ پ پ جو اهو فرض آهي ۽ ايمانداري جي تقاضا آهي ته اها سنڌ جو حقيقت پسنديءَ سان ساٿ ڏئي ۽ ڪئنالن جي تعمير خلاف واضح ۽ صاف انڪار ڪري. — [382, 439, 560, 468]
paragraph: جولاءِ 2017 ۾ چين جي حڪومت پاران "مصنوعي ذهانت جي نئين جنريشن جي اوسر" کي ان منصوبي مطابق 2030 ڌاري چين کي جي تحقيق ۽ عالمي ليڊر بڻائڻ آهي ۽ ان جي مصنوعي ذهانت تي دنيا جي ڪيترن تحقيقي مقالا ڇپائي رهيو آهي. آمريڪا کان به اڳتي وڌي ويو آهي. — [193, 748, 370, 793]
masthead — [4, 4, 564, 124]
latif-headline: لاڙ ۾ تيل لطيفي رهاڻ جو احوال — [75, 971, 299, 988]
staff-executive-director — [200, 62, 304, 123]
paragraph: چين جي فيشل رڪگنيشن (Facial Recognition) ٽيڪنالاجي 1960 ۾ هاڻي 2030 تائين عالمي ملي آهي. اهو انداز ڏيکاري ٿو ته ڊيٽا (Data) جي حصول ۽ استعمال جي ڊوڙ ۾ 19 ملڪ شامل آهن. — [762, 792, 940, 818]
